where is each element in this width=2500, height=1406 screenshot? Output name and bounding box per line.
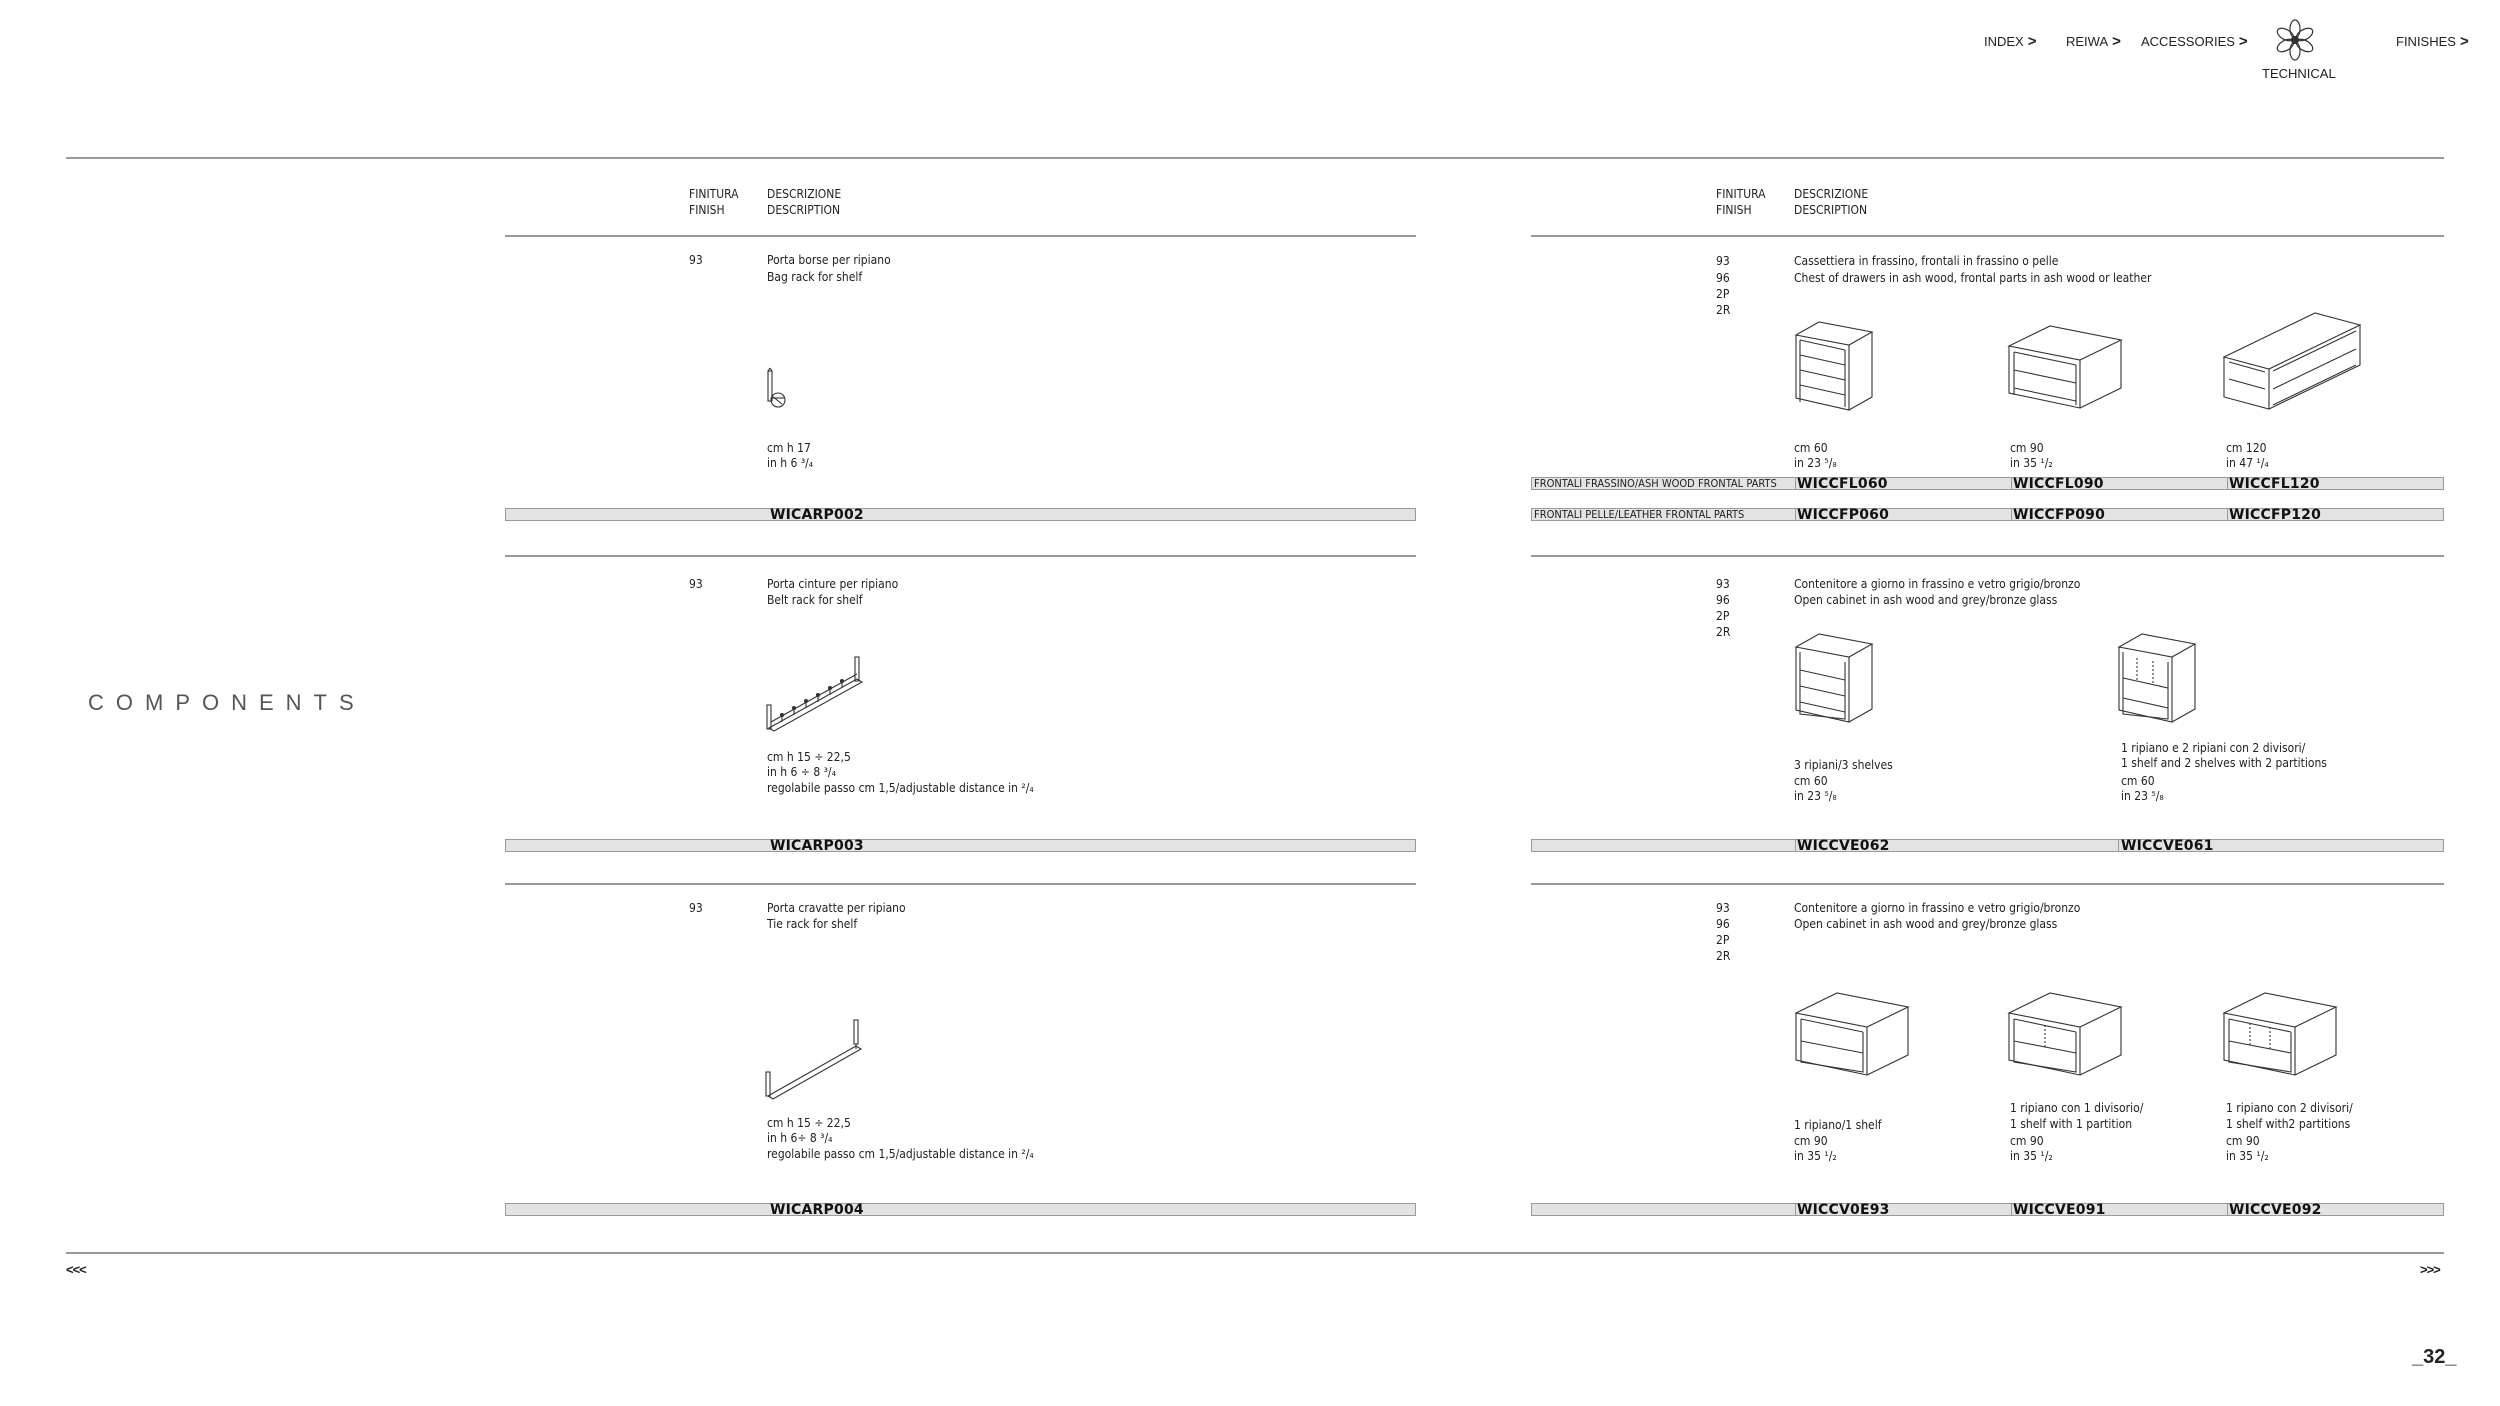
nav-technical[interactable] bbox=[2262, 20, 2336, 82]
bottom-rule bbox=[66, 1252, 2444, 1254]
finish-code: 93 bbox=[1716, 254, 1730, 268]
code-separator bbox=[2227, 1203, 2228, 1216]
nav-separator: > bbox=[2112, 33, 2121, 50]
header-desc-en: DESCRIPTION bbox=[1794, 203, 1868, 217]
nav-index-label: INDEX bbox=[1984, 34, 2024, 49]
dimension-in: in 23 ⁵/₈ bbox=[2121, 789, 2164, 803]
code-bar bbox=[1531, 839, 2444, 852]
dimension-cm: cm 90 bbox=[1794, 1134, 1828, 1148]
bag-rack-drawing bbox=[762, 368, 792, 418]
product-code: WICCVE091 bbox=[2013, 1202, 2106, 1218]
dimension-cm: cm 120 bbox=[2226, 441, 2267, 455]
nav-separator: > bbox=[2459, 33, 2469, 50]
product-desc-en: Chest of drawers in ash wood, frontal parts in ash wood or leather bbox=[1794, 271, 2152, 285]
item-rule bbox=[1531, 555, 2444, 557]
product-desc-en: Bag rack for shelf bbox=[767, 270, 863, 284]
dimension-cm: cm h 15 ÷ 22,5 bbox=[767, 750, 851, 764]
dimension-in: in h 6 ³/₄ bbox=[767, 456, 814, 470]
product-desc-en: Belt rack for shelf bbox=[767, 593, 863, 607]
header-desc-it: DESCRIZIONE bbox=[767, 187, 842, 201]
dimension-in: in 23 ⁵/₈ bbox=[1794, 456, 1837, 470]
technical-flower-icon bbox=[2275, 20, 2315, 60]
finish-code: 2P bbox=[1716, 287, 1730, 301]
dimension-in: in h 6÷ 8 ³/₄ bbox=[767, 1131, 833, 1145]
variant-shelves: 1 ripiano e 2 ripiani con 2 divisori/ bbox=[2121, 741, 2306, 755]
nav-accessories-label: ACCESSORIES bbox=[2141, 34, 2235, 49]
variant-shelves: 1 shelf with 1 partition bbox=[2010, 1117, 2133, 1131]
code-separator bbox=[1795, 839, 1796, 852]
dimension-adjustable: regolabile passo cm 1,5/adjustable distance in ²/₄ bbox=[767, 781, 1034, 795]
nav-finishes[interactable] bbox=[2396, 33, 2469, 50]
chest-120-drawing bbox=[2220, 305, 2365, 415]
code-separator bbox=[1795, 477, 1796, 490]
code-separator bbox=[2227, 508, 2228, 521]
product-code: WICCFP060 bbox=[1797, 507, 1890, 523]
product-code: WICARP003 bbox=[770, 838, 864, 854]
product-desc-it: Porta cravatte per ripiano bbox=[767, 901, 906, 915]
product-code: WICCFP090 bbox=[2013, 507, 2106, 523]
product-code: WICCFL060 bbox=[1797, 476, 1888, 492]
variant-shelves: 3 ripiani/3 shelves bbox=[1794, 758, 1893, 772]
top-rule bbox=[66, 157, 2444, 159]
section-title: COMPONENTS bbox=[88, 690, 366, 715]
code-separator bbox=[2118, 839, 2119, 852]
dimension-cm: cm 90 bbox=[2226, 1134, 2260, 1148]
item-rule bbox=[1531, 883, 2444, 885]
product-code: WICCFP120 bbox=[2229, 507, 2322, 523]
open-cabinet-1-shelf-drawing bbox=[1792, 985, 1917, 1085]
code-separator bbox=[2011, 1203, 2012, 1216]
open-cabinet-1-partition-drawing bbox=[2005, 985, 2130, 1085]
dimension-in: in h 6 ÷ 8 ³/₄ bbox=[767, 765, 836, 779]
left-header-rule bbox=[505, 235, 1416, 237]
product-code: WICCFL090 bbox=[2013, 476, 2104, 492]
nav-separator: > bbox=[2027, 33, 2037, 50]
product-code: WICCVE062 bbox=[1797, 838, 1890, 854]
variant-shelves: 1 ripiano con 2 divisori/ bbox=[2226, 1101, 2353, 1115]
code-separator bbox=[2011, 477, 2012, 490]
product-code: WICCFL120 bbox=[2229, 476, 2320, 492]
code-bar bbox=[505, 1203, 1416, 1216]
finish-code: 2P bbox=[1716, 609, 1730, 623]
right-header-rule bbox=[1531, 235, 2444, 237]
nav-accessories[interactable] bbox=[2141, 33, 2248, 50]
finish-code: 2R bbox=[1716, 625, 1731, 639]
dimension-cm: cm 60 bbox=[1794, 774, 1828, 788]
header-desc-it: DESCRIZIONE bbox=[1794, 187, 1869, 201]
variant-shelves: 1 shelf with2 partitions bbox=[2226, 1117, 2351, 1131]
finish-code: 96 bbox=[1716, 917, 1730, 931]
dimension-in: in 35 ¹/₂ bbox=[1794, 1149, 1837, 1163]
open-cabinet-3-shelves-drawing bbox=[1792, 622, 1882, 727]
dimension-cm: cm 90 bbox=[2010, 1134, 2044, 1148]
variant-shelves: 1 ripiano/1 shelf bbox=[1794, 1118, 1882, 1132]
nav-technical-label: TECHNICAL bbox=[2262, 66, 2336, 81]
chest-60-drawing bbox=[1792, 310, 1882, 415]
finish-code: 93 bbox=[689, 901, 703, 915]
code-separator bbox=[2011, 508, 2012, 521]
code-row-label: FRONTALI FRASSINO/ASH WOOD FRONTAL PARTS bbox=[1534, 477, 1777, 490]
dimension-cm: cm h 17 bbox=[767, 441, 811, 455]
dimension-in: in 35 ¹/₂ bbox=[2226, 1149, 2269, 1163]
product-desc-it: Porta cinture per ripiano bbox=[767, 577, 899, 591]
product-desc-it: Contenitore a giorno in frassino e vetro grigio/bronzo bbox=[1794, 901, 2081, 915]
dimension-cm: cm h 15 ÷ 22,5 bbox=[767, 1116, 851, 1130]
code-bar bbox=[505, 839, 1416, 852]
open-cabinet-2-partitions-drawing bbox=[2220, 985, 2345, 1085]
dimension-in: in 35 ¹/₂ bbox=[2010, 456, 2053, 470]
code-row-label: FRONTALI PELLE/LEATHER FRONTAL PARTS bbox=[1534, 508, 1745, 521]
finish-code: 2P bbox=[1716, 933, 1730, 947]
product-code: WICARP004 bbox=[770, 1202, 864, 1218]
chest-90-drawing bbox=[2005, 318, 2130, 418]
nav-index[interactable] bbox=[1984, 33, 2037, 50]
finish-code: 93 bbox=[1716, 901, 1730, 915]
header-finish-it: FINITURA bbox=[689, 187, 739, 201]
header-finish-en: FINISH bbox=[689, 203, 725, 217]
tie-rack-drawing bbox=[762, 1016, 872, 1106]
item-rule bbox=[505, 883, 1416, 885]
code-separator bbox=[1795, 508, 1796, 521]
product-desc-en: Open cabinet in ash wood and grey/bronze glass bbox=[1794, 917, 2058, 931]
finish-code: 93 bbox=[689, 253, 703, 267]
prev-page-link[interactable]: <<< bbox=[66, 1262, 86, 1277]
header-finish-it: FINITURA bbox=[1716, 187, 1766, 201]
variant-shelves: 1 ripiano con 1 divisorio/ bbox=[2010, 1101, 2144, 1115]
dimension-in: in 47 ¹/₄ bbox=[2226, 456, 2269, 470]
dimension-in: in 35 ¹/₂ bbox=[2010, 1149, 2053, 1163]
product-desc-it: Cassettiera in frassino, frontali in frassino o pelle bbox=[1794, 254, 2059, 268]
code-separator bbox=[1795, 1203, 1796, 1216]
code-bar bbox=[505, 508, 1416, 521]
dimension-adjustable: regolabile passo cm 1,5/adjustable distance in ²/₄ bbox=[767, 1147, 1034, 1161]
nav-separator: > bbox=[2238, 33, 2248, 50]
finish-code: 96 bbox=[1716, 271, 1730, 285]
page-number: _32_ bbox=[2412, 1346, 2457, 1368]
dimension-cm: cm 90 bbox=[2010, 441, 2044, 455]
product-code: WICARP002 bbox=[770, 507, 864, 523]
nav-reiwa-label: REIWA bbox=[2066, 34, 2109, 49]
header-finish-en: FINISH bbox=[1716, 203, 1752, 217]
dimension-in: in 23 ⁵/₈ bbox=[1794, 789, 1837, 803]
header-desc-en: DESCRIPTION bbox=[767, 203, 841, 217]
item-rule bbox=[505, 555, 1416, 557]
finish-code: 96 bbox=[1716, 593, 1730, 607]
dimension-cm: cm 60 bbox=[2121, 774, 2155, 788]
code-separator bbox=[2227, 477, 2228, 490]
product-code: WICCVE092 bbox=[2229, 1202, 2322, 1218]
product-desc-en: Open cabinet in ash wood and grey/bronze glass bbox=[1794, 593, 2058, 607]
variant-shelves: 1 shelf and 2 shelves with 2 partitions bbox=[2121, 756, 2327, 770]
next-page-link[interactable]: >>> bbox=[2420, 1262, 2440, 1277]
finish-code: 93 bbox=[1716, 577, 1730, 591]
product-desc-en: Tie rack for shelf bbox=[767, 917, 858, 931]
nav-finishes-label: FINISHES bbox=[2396, 34, 2456, 49]
finish-code: 2R bbox=[1716, 949, 1731, 963]
open-cabinet-partitions-drawing bbox=[2115, 622, 2205, 727]
finish-code: 2R bbox=[1716, 303, 1731, 317]
product-desc-it: Porta borse per ripiano bbox=[767, 253, 891, 267]
nav-reiwa[interactable] bbox=[2066, 33, 2121, 50]
belt-rack-drawing bbox=[762, 652, 872, 737]
dimension-cm: cm 60 bbox=[1794, 441, 1828, 455]
finish-code: 93 bbox=[689, 577, 703, 591]
product-code: WICCV0E93 bbox=[1797, 1202, 1890, 1218]
product-desc-it: Contenitore a giorno in frassino e vetro grigio/bronzo bbox=[1794, 577, 2081, 591]
product-code: WICCVE061 bbox=[2121, 838, 2214, 854]
